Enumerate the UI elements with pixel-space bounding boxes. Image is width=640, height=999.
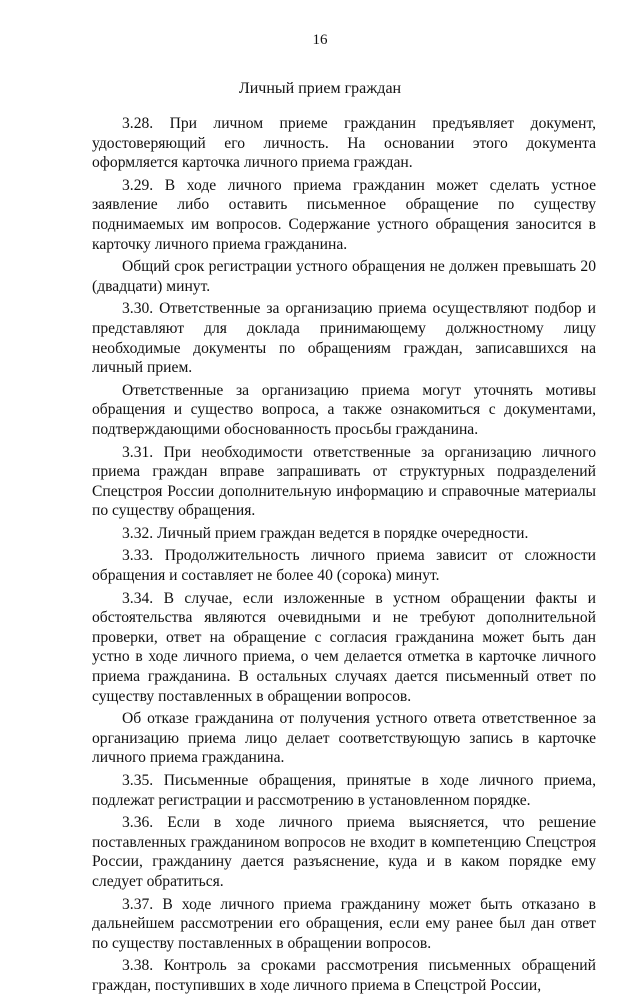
page-number: 16 xyxy=(312,32,328,48)
paragraph-clarify-motives: Ответственные за организацию приема могут уточнять мотивы обращения и существо вопроса, а также ознакомиться с документами, подтверждающими обоснованность просьбы гражданина. xyxy=(92,381,596,438)
paragraph-3-33: 3.33. Продолжительность личного приема зависит от сложности обращения и составляет не более 40 (сорока) минут. xyxy=(92,547,596,585)
paragraph-3-30: 3.30. Ответственные за организацию приема осуществляют подбор и представляют для доклада принимающему должностному лицу необходимые документы по обращениям граждан, записавшихся на личный прием. xyxy=(92,300,596,377)
paragraph-3-29: 3.29. В ходе личного приема гражданин может сделать устное заявление либо оставить письменное обращение по существу поднимаемых им вопросов. Содержание устного обращения заносится в карточку личного приема гражданина. xyxy=(92,176,596,253)
paragraph-3-35: 3.35. Письменные обращения, принятые в ходе личного приема, подлежат регистрации и рассмотрению в установленном порядке. xyxy=(92,772,596,809)
paragraph-refusal-oral-answer: Об отказе гражданина от получения устного ответа ответственное за организацию приема лицо делает соответствующую запись в карточке личного приема гражданина. xyxy=(92,710,596,767)
paragraph-3-31: 3.31. При необходимости ответственные за организацию личного приема граждан вправе запрашивать от структурных подразделений Спецстроя России дополнительную информацию и справочные материалы по существу обращения. xyxy=(92,443,596,520)
paragraph-3-36: 3.36. Если в ходе личного приема выясняется, что решение поставленных гражданином вопросов не входит в компетенцию Спецстроя России, гражданину дается разъяснение, куда и в каком порядке ему следует обратиться. xyxy=(92,814,596,890)
paragraph-registration-term: Общий срок регистрации устного обращения не должен превышать 20 (двадцати) минут. xyxy=(92,258,596,295)
document-body xyxy=(92,114,596,999)
paragraph-3-34: 3.34. В случае, если изложенные в устном обращении факты и обстоятельства являются очевидными и не требуют дополнительной проверки, ответ на обращение с согласия гражданина может быть дан устно в ходе личного приема, о чем делается отметка в карточке личного приема гражданина. В остальных случаях дается письменный ответ по существу поставленных в обращении вопросов. xyxy=(92,589,596,705)
paragraph-3-32: 3.32. Личный прием граждан ведется в порядке очередности. xyxy=(122,524,529,542)
paragraph-3-37: 3.37. В ходе личного приема гражданину может быть отказано в дальнейшем рассмотрении его обращения, если ему ранее был дан ответ по существу поставленных в обращении вопросов. xyxy=(92,895,596,952)
paragraph-3-28: 3.28. При личном приеме гражданин предъявляет документ, удостоверяющий его личность. На основании этого документа оформляется карточка личного приема граждан. xyxy=(92,115,596,172)
section-title: Личный прием граждан xyxy=(238,80,402,97)
paragraph-3-38: 3.38. Контроль за сроками рассмотрения письменных обращений граждан, поступивших в ходе личного приема в Спецстрой России, xyxy=(92,957,596,994)
